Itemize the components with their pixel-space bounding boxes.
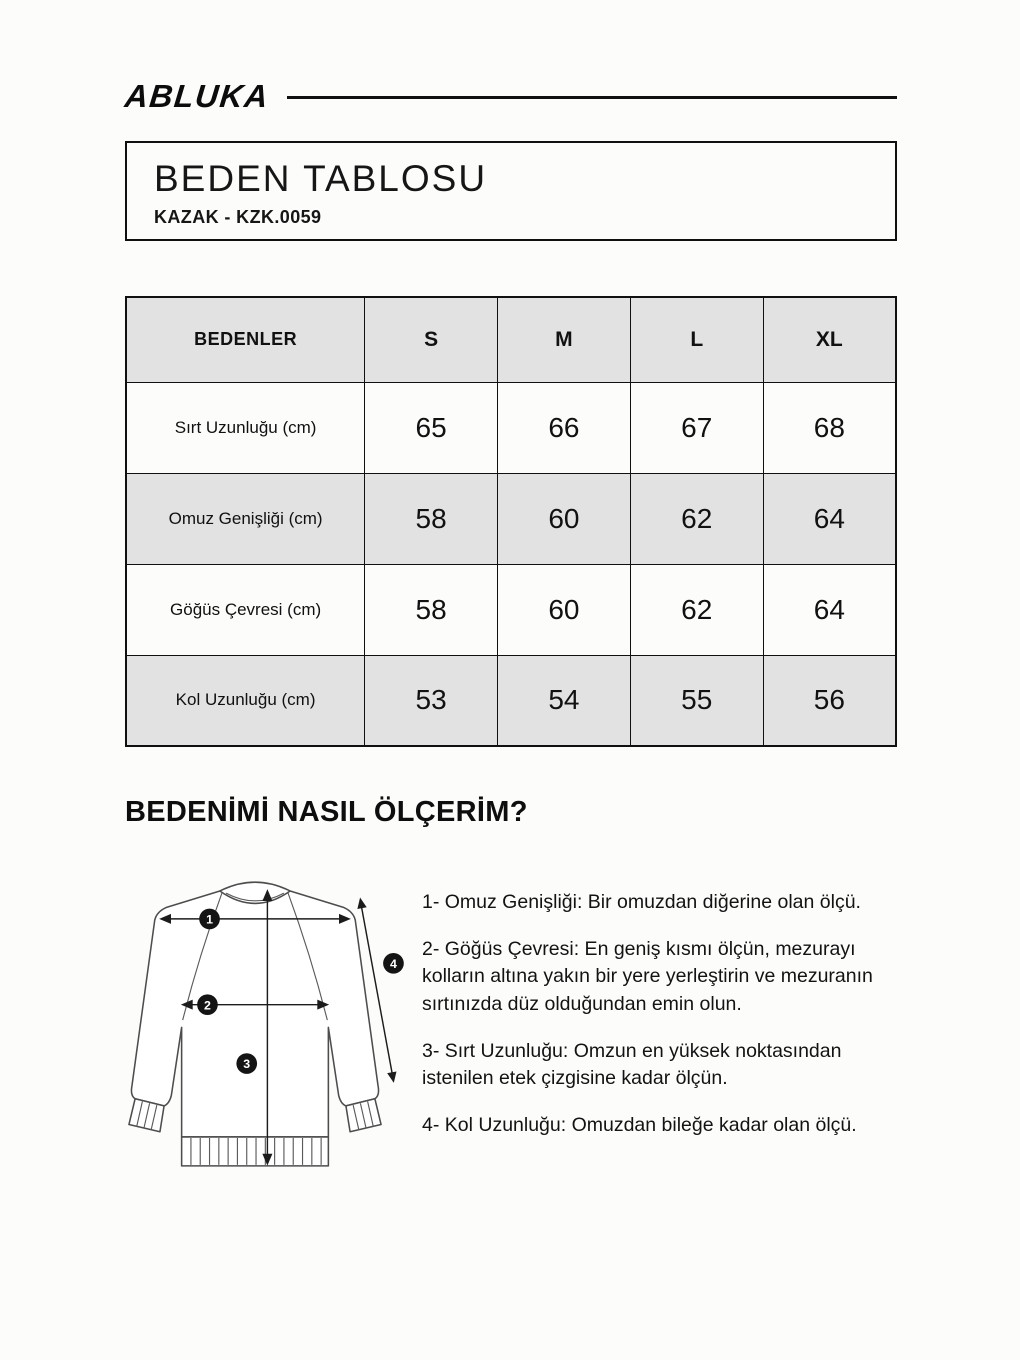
row-label: Sırt Uzunluğu (cm) — [126, 382, 365, 473]
table-header-row — [126, 297, 896, 382]
size-value: 60 — [498, 473, 631, 564]
instruction-item-1: 1- Omuz Genişliği: Bir omuzdan diğerine olan ölçü. — [422, 891, 861, 913]
instruction-item-2: 2- Göğüs Çevresi: En geniş kısmı ölçün, mezurayı kolların altına yakın bir yere yerleştirin ve mezuranın sırtınızda düz olduğundan emin olun. — [422, 937, 873, 1016]
marker-4 — [383, 953, 404, 974]
row-label: Omuz Genişliği (cm) — [126, 473, 365, 564]
svg-text:2: 2 — [204, 998, 211, 1013]
size-value: 65 — [365, 382, 498, 473]
size-value: 58 — [365, 473, 498, 564]
size-value: 55 — [630, 655, 763, 746]
product-code: KAZAK - KZK.0059 — [154, 207, 322, 227]
how-to-heading: BEDENİMİ NASIL ÖLÇERİM? — [125, 796, 528, 828]
table-row-kol — [126, 655, 896, 746]
svg-text:3: 3 — [243, 1057, 251, 1072]
title-box — [125, 141, 897, 241]
table-row-gogus — [126, 564, 896, 655]
hem-band — [182, 1137, 329, 1166]
table-row-sirt — [126, 382, 896, 473]
marker-1 — [199, 909, 220, 930]
svg-text:1: 1 — [206, 912, 213, 927]
sweater-diagram — [100, 860, 410, 1201]
size-value: 56 — [763, 655, 896, 746]
size-value: 60 — [498, 564, 631, 655]
table-row-omuz — [126, 473, 896, 564]
size-value: 66 — [498, 382, 631, 473]
svg-text:4: 4 — [390, 956, 397, 971]
instruction-item-4: 4- Kol Uzunluğu: Omuzdan bileğe kadar olan ölçü. — [422, 1114, 857, 1137]
page-title: BEDEN TABLOSU — [154, 158, 488, 199]
size-value: 62 — [630, 564, 763, 655]
sweater-diagram-wrap — [100, 860, 410, 1201]
table-header-size-l: L — [630, 297, 763, 382]
table-header-size-s: S — [365, 297, 498, 382]
size-value: 62 — [630, 473, 763, 564]
size-value: 58 — [365, 564, 498, 655]
instruction-list — [422, 889, 904, 1140]
size-value: 54 — [498, 655, 631, 746]
size-table — [125, 296, 897, 747]
table-header-size-xl: XL — [763, 297, 896, 382]
row-label: Kol Uzunluğu (cm) — [126, 655, 365, 746]
size-value: 64 — [763, 473, 896, 564]
size-value: 67 — [630, 382, 763, 473]
instruction-item-3: 3- Sırt Uzunluğu: Omzun en yüksek noktasından istenilen etek çizgisine kadar ölçün. — [422, 1039, 842, 1090]
table-header-bedenler: BEDENLER — [126, 297, 365, 382]
brand-logo: ABLUKA — [123, 78, 272, 114]
brand-header — [125, 78, 897, 115]
size-value: 68 — [763, 382, 896, 473]
size-value: 64 — [763, 564, 896, 655]
marker-2 — [197, 994, 218, 1015]
table-header-size-m: M — [498, 297, 631, 382]
row-label: Göğüs Çevresi (cm) — [126, 564, 365, 655]
marker-3 — [236, 1053, 257, 1074]
header-rule — [287, 96, 897, 100]
size-value: 53 — [365, 655, 498, 746]
